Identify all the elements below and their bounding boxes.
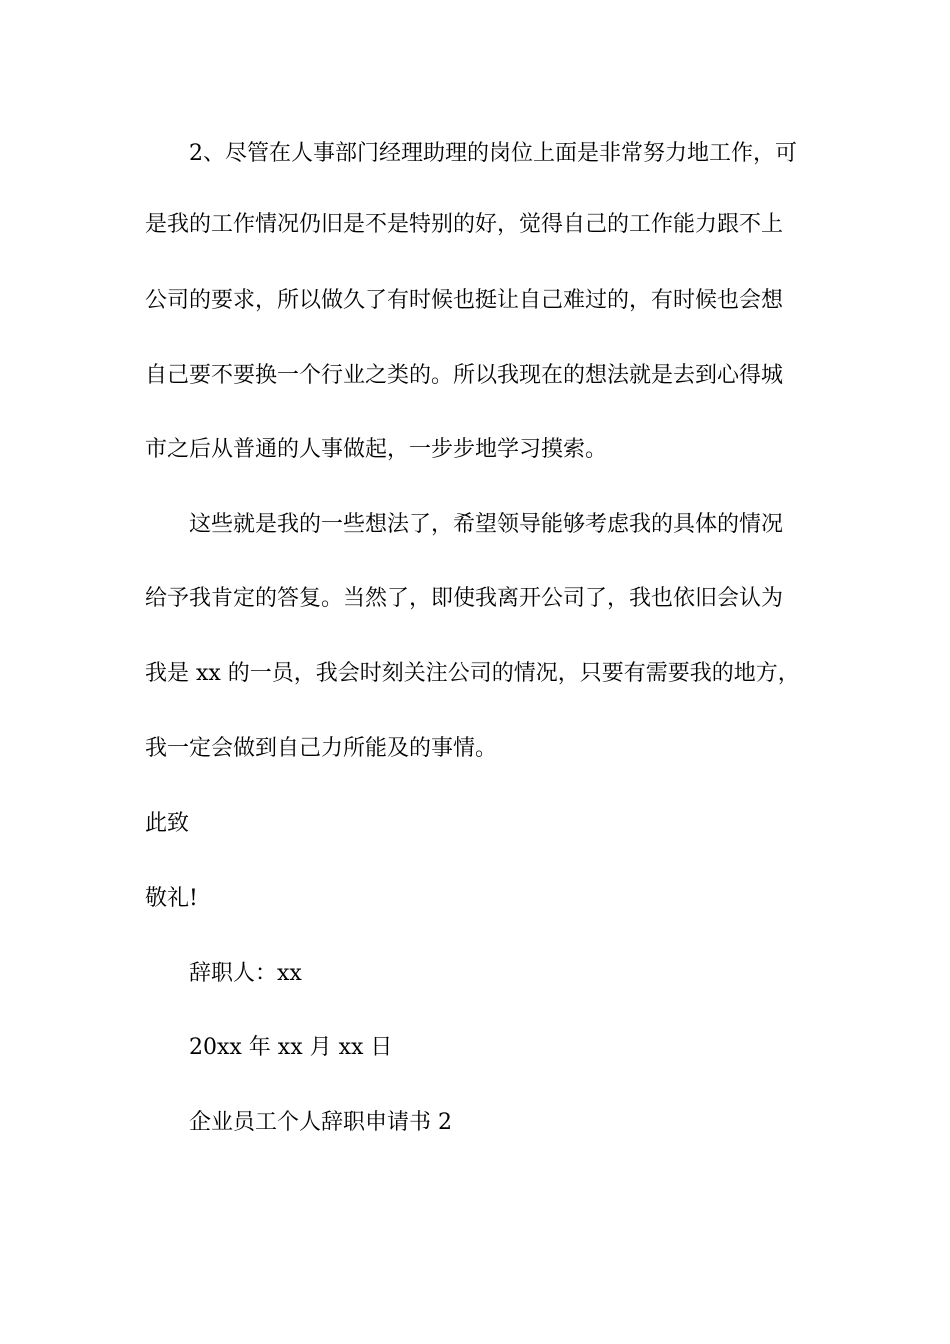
closing-regards: 敬礼!	[145, 886, 198, 911]
signer-name: 辞职人：xx	[189, 961, 302, 986]
paragraph-3-line-3: 我是 xx 的一员，我会时刻关注公司的情况，只要有需要我的地方，	[145, 661, 800, 686]
paragraph-2-line-1: 2、尽管在人事部门经理助理的岗位上面是非常努力地工作，可	[189, 141, 797, 166]
signature-date: 20xx 年 xx 月 xx 日	[189, 1035, 393, 1060]
next-document-title: 企业员工个人辞职申请书 2	[189, 1110, 452, 1135]
paragraph-3-line-1: 这些就是我的一些想法了，希望领导能够考虑我的具体的情况	[189, 512, 784, 537]
paragraph-2-line-5: 市之后从普通的人事做起，一步步地学习摸索。	[145, 437, 608, 462]
paragraph-2-line-4: 自己要不要换一个行业之类的。所以我现在的想法就是去到心得城	[145, 363, 784, 388]
paragraph-2-line-2: 是我的工作情况仍旧是不是特别的好，觉得自己的工作能力跟不上	[145, 212, 784, 237]
paragraph-2-line-3: 公司的要求，所以做久了有时候也挺让自己难过的，有时候也会想	[145, 288, 784, 313]
closing-salutation: 此致	[145, 811, 190, 836]
paragraph-3-line-4: 我一定会做到自己力所能及的事情。	[145, 736, 498, 761]
paragraph-3-line-2: 给予我肯定的答复。当然了，即使我离开公司了，我也依旧会认为	[145, 586, 784, 611]
